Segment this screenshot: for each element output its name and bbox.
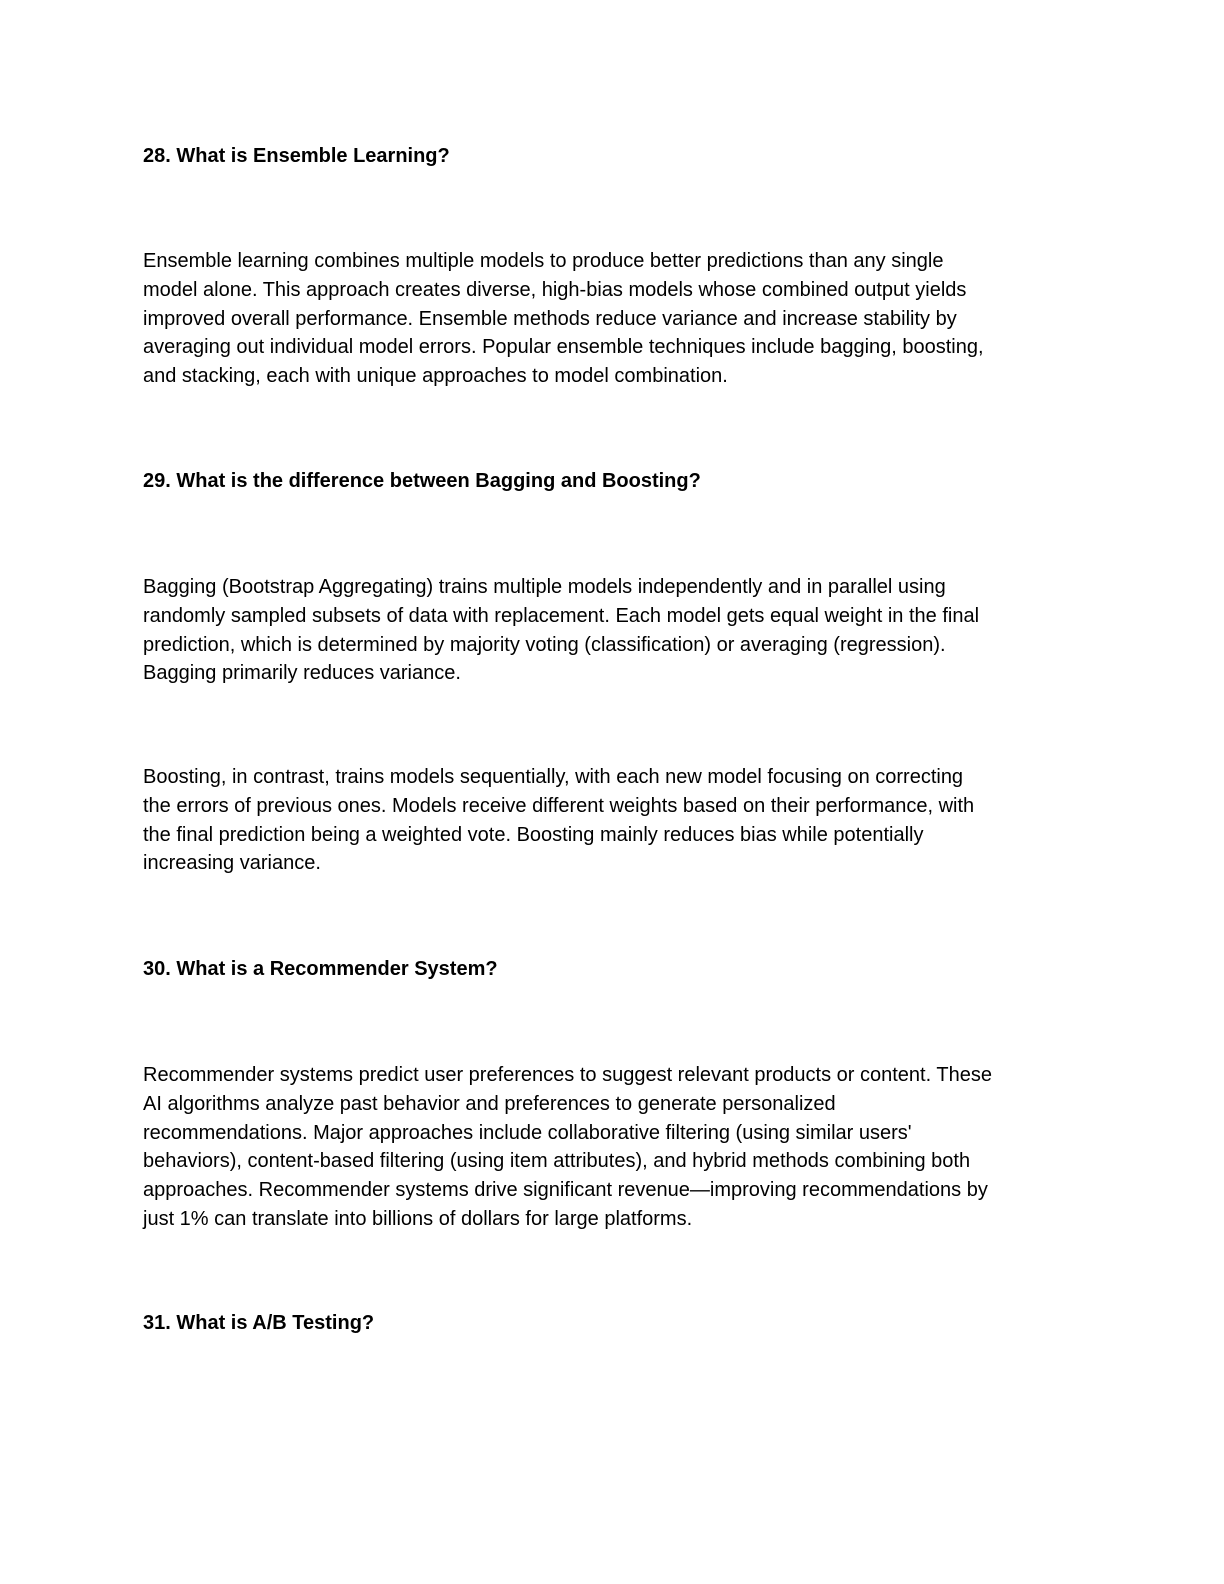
text-line: Boosting, in contrast, trains models sequentially, with each new model focusing on correcting	[143, 766, 964, 788]
text-line: the errors of previous ones. Models receive different weights based on their performance, with	[143, 794, 975, 817]
text-line: just 1% can translate into billions of dollars for large platforms.	[143, 1207, 693, 1230]
text-line: Bagging primarily reduces variance.	[143, 662, 461, 685]
text-line: model alone. This approach creates diverse, high-bias models whose combined output yields	[143, 278, 967, 301]
paragraph-bagging	[143, 573, 979, 688]
text-line: behaviors), content-based filtering (using item attributes), and hybrid methods combining both	[143, 1150, 971, 1173]
paragraph-recommender	[143, 1061, 992, 1234]
text-line: Recommender systems predict user preferences to suggest relevant products or content. These	[143, 1064, 992, 1086]
heading-30: 30. What is a Recommender System?	[143, 958, 498, 980]
text-line: randomly sampled subsets of data with replacement. Each model gets equal weight in the final	[143, 604, 980, 627]
heading-28: 28. What is Ensemble Learning?	[143, 145, 450, 167]
heading-29: 29. What is the difference between Bagging and Boosting?	[143, 470, 701, 492]
text-line: AI algorithms analyze past behavior and preferences to generate personalized	[143, 1092, 836, 1115]
heading-31: 31. What is A/B Testing?	[143, 1312, 375, 1334]
text-line: averaging out individual model errors. Popular ensemble techniques include bagging, boosting,	[143, 336, 984, 359]
text-line: prediction, which is determined by majority voting (classification) or averaging (regression).	[143, 633, 946, 656]
paragraph-boosting	[143, 763, 974, 878]
text-line: improved overall performance. Ensemble methods reduce variance and increase stability by	[143, 307, 957, 330]
text-line: increasing variance.	[143, 852, 321, 875]
text-line: approaches. Recommender systems drive significant revenue—improving recommendations by	[143, 1179, 988, 1202]
text-line: the final prediction being a weighted vote. Boosting mainly reduces bias while potentially	[143, 823, 924, 846]
text-line: recommendations. Major approaches include collaborative filtering (using similar users'	[143, 1121, 912, 1144]
text-line: and stacking, each with unique approaches to model combination.	[143, 365, 728, 388]
text-line: Bagging (Bootstrap Aggregating) trains multiple models independently and in parallel using	[143, 576, 946, 598]
text-line: Ensemble learning combines multiple models to produce better predictions than any single	[143, 250, 944, 272]
paragraph-ensemble	[143, 247, 984, 391]
